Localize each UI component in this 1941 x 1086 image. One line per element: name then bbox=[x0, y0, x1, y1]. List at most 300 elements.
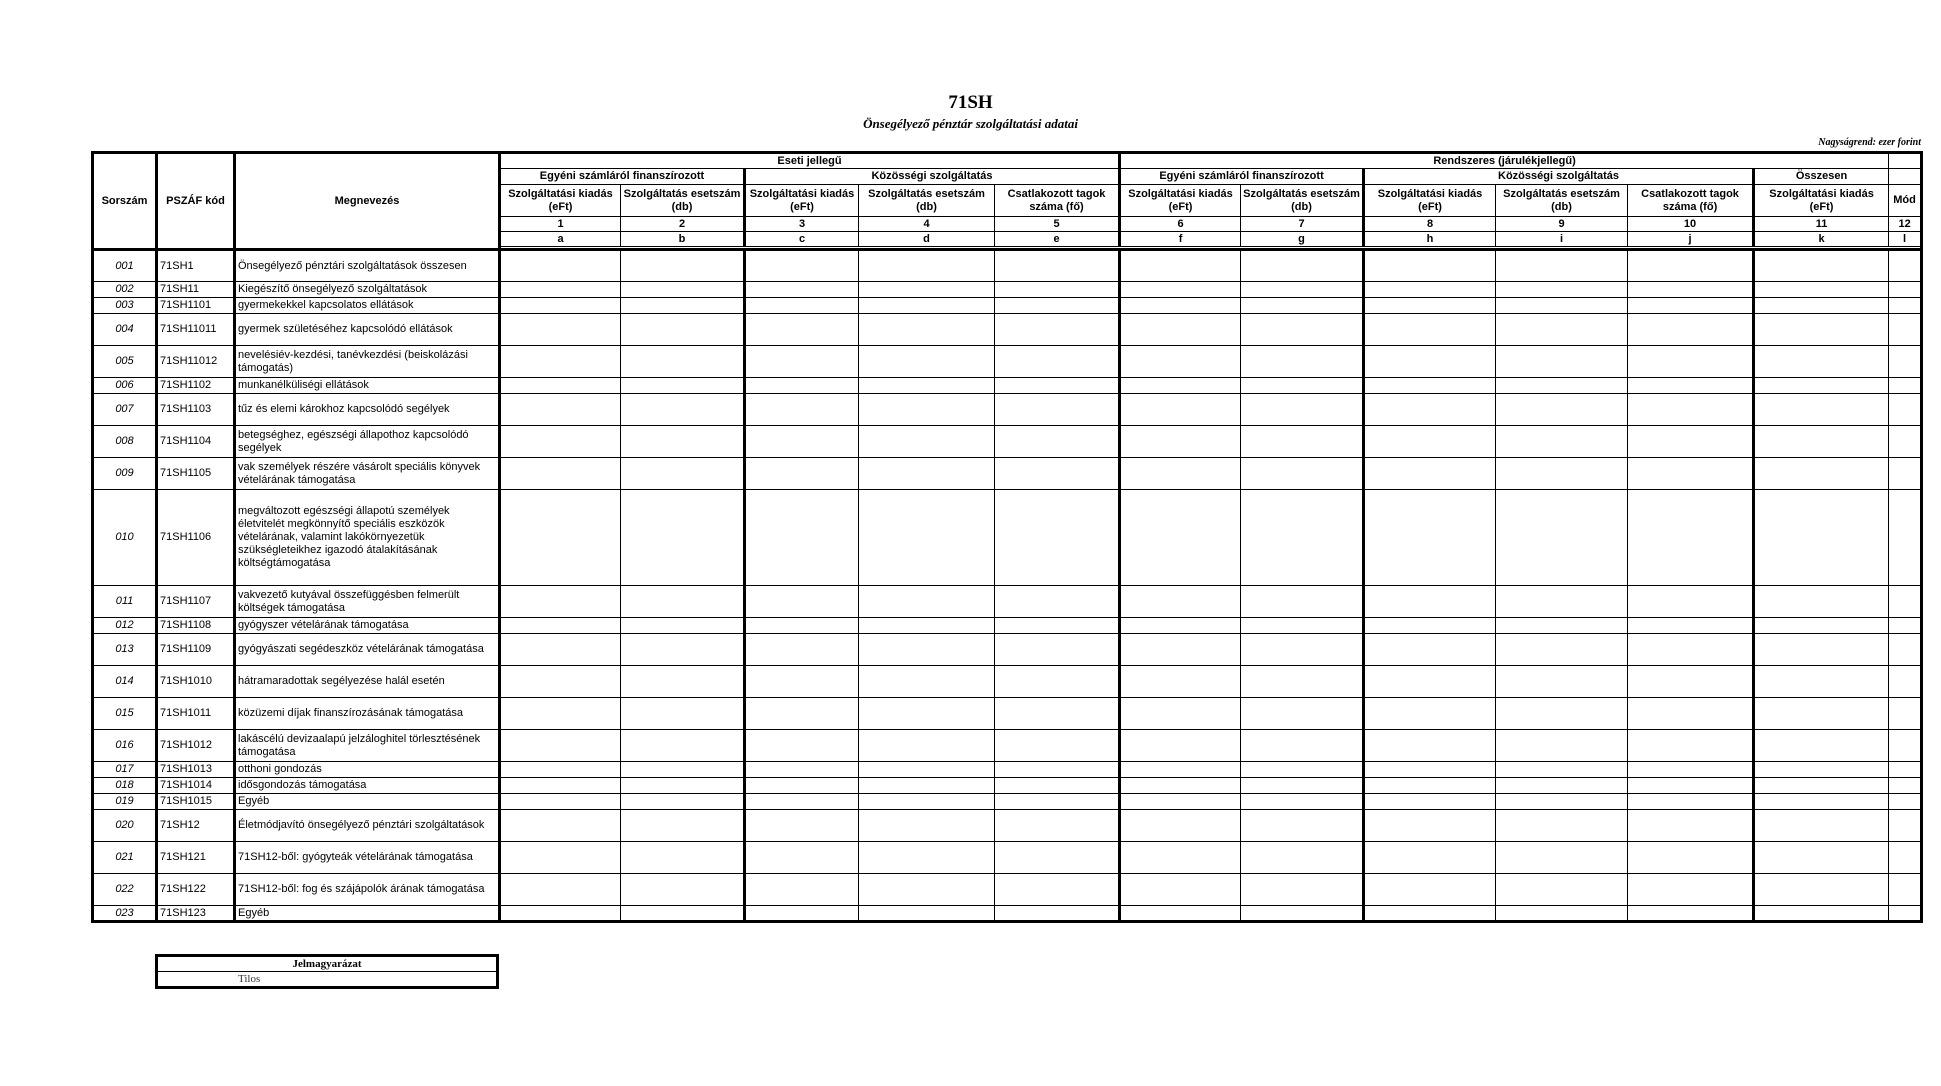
data-cell-b[interactable] bbox=[621, 298, 745, 314]
data-cell-e[interactable] bbox=[995, 378, 1120, 394]
data-cell-j[interactable] bbox=[1628, 618, 1754, 634]
data-cell-b[interactable] bbox=[621, 458, 745, 490]
data-cell-a[interactable] bbox=[500, 586, 621, 618]
col-letter-d: d bbox=[859, 232, 995, 247]
data-cell-l[interactable] bbox=[1889, 730, 1922, 762]
data-cell-h[interactable] bbox=[1364, 634, 1496, 666]
data-cell-k[interactable] bbox=[1754, 874, 1889, 906]
data-cell-h[interactable] bbox=[1364, 378, 1496, 394]
data-cell-g[interactable] bbox=[1241, 346, 1364, 378]
data-cell-a[interactable] bbox=[500, 906, 621, 922]
data-cell-k[interactable] bbox=[1754, 778, 1889, 794]
data-cell-b[interactable] bbox=[621, 698, 745, 730]
data-cell-c[interactable] bbox=[745, 698, 859, 730]
data-cell-g[interactable] bbox=[1241, 698, 1364, 730]
data-cell-g[interactable] bbox=[1241, 586, 1364, 618]
header-sub-9: Szolgáltatás esetszám (db) bbox=[1496, 185, 1628, 217]
data-cell-c[interactable] bbox=[745, 314, 859, 346]
data-cell-i[interactable] bbox=[1496, 314, 1628, 346]
data-cell-g[interactable] bbox=[1241, 794, 1364, 810]
data-cell-c[interactable] bbox=[745, 586, 859, 618]
row-pszaf-kod: 71SH121 bbox=[157, 842, 235, 874]
data-cell-e[interactable] bbox=[995, 762, 1120, 778]
data-cell-h[interactable] bbox=[1364, 730, 1496, 762]
data-cell-i[interactable] bbox=[1496, 698, 1628, 730]
data-cell-c[interactable] bbox=[745, 634, 859, 666]
data-cell-j[interactable] bbox=[1628, 298, 1754, 314]
data-cell-f[interactable] bbox=[1120, 314, 1241, 346]
data-cell-d[interactable] bbox=[859, 810, 995, 842]
data-cell-d[interactable] bbox=[859, 378, 995, 394]
data-cell-a[interactable] bbox=[500, 282, 621, 298]
data-cell-f[interactable] bbox=[1120, 458, 1241, 490]
data-cell-d[interactable] bbox=[859, 586, 995, 618]
data-cell-d[interactable] bbox=[859, 698, 995, 730]
data-cell-c[interactable] bbox=[745, 874, 859, 906]
data-cell-l[interactable] bbox=[1889, 842, 1922, 874]
data-cell-g[interactable] bbox=[1241, 874, 1364, 906]
data-cell-k[interactable] bbox=[1754, 378, 1889, 394]
data-cell-b[interactable] bbox=[621, 666, 745, 698]
data-cell-i[interactable] bbox=[1496, 666, 1628, 698]
data-cell-j[interactable] bbox=[1628, 842, 1754, 874]
data-cell-g[interactable] bbox=[1241, 778, 1364, 794]
data-cell-b[interactable] bbox=[621, 874, 745, 906]
data-cell-f[interactable] bbox=[1120, 378, 1241, 394]
data-cell-f[interactable] bbox=[1120, 762, 1241, 778]
data-cell-i[interactable] bbox=[1496, 730, 1628, 762]
data-cell-f[interactable] bbox=[1120, 874, 1241, 906]
data-cell-i[interactable] bbox=[1496, 458, 1628, 490]
data-cell-b[interactable] bbox=[621, 778, 745, 794]
data-cell-k[interactable] bbox=[1754, 730, 1889, 762]
data-cell-l[interactable] bbox=[1889, 810, 1922, 842]
row-pszaf-kod: 71SH11011 bbox=[157, 314, 235, 346]
data-cell-h[interactable] bbox=[1364, 458, 1496, 490]
data-cell-g[interactable] bbox=[1241, 762, 1364, 778]
data-cell-c[interactable] bbox=[745, 394, 859, 426]
data-cell-j[interactable] bbox=[1628, 394, 1754, 426]
data-cell-i[interactable] bbox=[1496, 842, 1628, 874]
data-cell-f[interactable] bbox=[1120, 730, 1241, 762]
data-cell-g[interactable] bbox=[1241, 906, 1364, 922]
header-sub-1: Szolgáltatási kiadás (eFt) bbox=[500, 185, 621, 217]
data-cell-b[interactable] bbox=[621, 250, 745, 282]
data-cell-b[interactable] bbox=[621, 314, 745, 346]
data-cell-b[interactable] bbox=[621, 490, 745, 586]
data-cell-e[interactable] bbox=[995, 906, 1120, 922]
data-cell-i[interactable] bbox=[1496, 778, 1628, 794]
data-cell-l[interactable] bbox=[1889, 394, 1922, 426]
data-cell-k[interactable] bbox=[1754, 346, 1889, 378]
data-cell-h[interactable] bbox=[1364, 666, 1496, 698]
data-cell-e[interactable] bbox=[995, 298, 1120, 314]
data-cell-e[interactable] bbox=[995, 282, 1120, 298]
row-pszaf-kod: 71SH1104 bbox=[157, 426, 235, 458]
data-cell-g[interactable] bbox=[1241, 314, 1364, 346]
data-cell-j[interactable] bbox=[1628, 762, 1754, 778]
data-cell-d[interactable] bbox=[859, 618, 995, 634]
data-cell-k[interactable] bbox=[1754, 394, 1889, 426]
data-cell-j[interactable] bbox=[1628, 458, 1754, 490]
data-cell-j[interactable] bbox=[1628, 906, 1754, 922]
data-cell-c[interactable] bbox=[745, 458, 859, 490]
data-cell-c[interactable] bbox=[745, 730, 859, 762]
data-cell-i[interactable] bbox=[1496, 874, 1628, 906]
data-cell-g[interactable] bbox=[1241, 634, 1364, 666]
data-cell-f[interactable] bbox=[1120, 698, 1241, 730]
data-cell-f[interactable] bbox=[1120, 426, 1241, 458]
data-cell-j[interactable] bbox=[1628, 698, 1754, 730]
data-cell-l[interactable] bbox=[1889, 634, 1922, 666]
data-cell-j[interactable] bbox=[1628, 586, 1754, 618]
data-cell-g[interactable] bbox=[1241, 378, 1364, 394]
data-cell-b[interactable] bbox=[621, 730, 745, 762]
data-cell-e[interactable] bbox=[995, 426, 1120, 458]
data-cell-g[interactable] bbox=[1241, 618, 1364, 634]
data-cell-j[interactable] bbox=[1628, 634, 1754, 666]
data-cell-l[interactable] bbox=[1889, 586, 1922, 618]
data-cell-f[interactable] bbox=[1120, 298, 1241, 314]
data-cell-j[interactable] bbox=[1628, 282, 1754, 298]
data-cell-a[interactable] bbox=[500, 730, 621, 762]
data-cell-a[interactable] bbox=[500, 634, 621, 666]
data-cell-c[interactable] bbox=[745, 490, 859, 586]
data-cell-f[interactable] bbox=[1120, 346, 1241, 378]
data-cell-e[interactable] bbox=[995, 458, 1120, 490]
data-cell-b[interactable] bbox=[621, 842, 745, 874]
data-cell-a[interactable] bbox=[500, 346, 621, 378]
data-cell-d[interactable] bbox=[859, 250, 995, 282]
header-sub-10: Csatlakozott tagok száma (fő) bbox=[1628, 185, 1754, 217]
data-cell-i[interactable] bbox=[1496, 250, 1628, 282]
data-cell-d[interactable] bbox=[859, 426, 995, 458]
data-cell-b[interactable] bbox=[621, 426, 745, 458]
data-cell-l[interactable] bbox=[1889, 426, 1922, 458]
data-cell-l[interactable] bbox=[1889, 490, 1922, 586]
data-cell-l[interactable] bbox=[1889, 666, 1922, 698]
data-cell-h[interactable] bbox=[1364, 586, 1496, 618]
data-cell-i[interactable] bbox=[1496, 906, 1628, 922]
data-cell-g[interactable] bbox=[1241, 458, 1364, 490]
data-cell-d[interactable] bbox=[859, 842, 995, 874]
data-cell-g[interactable] bbox=[1241, 282, 1364, 298]
data-cell-g[interactable] bbox=[1241, 666, 1364, 698]
data-cell-a[interactable] bbox=[500, 778, 621, 794]
data-cell-d[interactable] bbox=[859, 762, 995, 778]
data-cell-e[interactable] bbox=[995, 778, 1120, 794]
data-cell-g[interactable] bbox=[1241, 394, 1364, 426]
data-cell-d[interactable] bbox=[859, 730, 995, 762]
data-cell-i[interactable] bbox=[1496, 634, 1628, 666]
data-cell-c[interactable] bbox=[745, 842, 859, 874]
data-cell-l[interactable] bbox=[1889, 698, 1922, 730]
data-cell-a[interactable] bbox=[500, 298, 621, 314]
data-cell-j[interactable] bbox=[1628, 314, 1754, 346]
data-cell-l[interactable] bbox=[1889, 282, 1922, 298]
data-cell-i[interactable] bbox=[1496, 490, 1628, 586]
row-pszaf-kod: 71SH1107 bbox=[157, 586, 235, 618]
data-cell-g[interactable] bbox=[1241, 842, 1364, 874]
data-cell-f[interactable] bbox=[1120, 394, 1241, 426]
data-cell-e[interactable] bbox=[995, 874, 1120, 906]
data-cell-a[interactable] bbox=[500, 490, 621, 586]
data-cell-b[interactable] bbox=[621, 282, 745, 298]
data-cell-g[interactable] bbox=[1241, 810, 1364, 842]
data-cell-b[interactable] bbox=[621, 378, 745, 394]
data-cell-c[interactable] bbox=[745, 250, 859, 282]
data-cell-c[interactable] bbox=[745, 282, 859, 298]
data-cell-f[interactable] bbox=[1120, 810, 1241, 842]
data-cell-i[interactable] bbox=[1496, 426, 1628, 458]
data-cell-k[interactable] bbox=[1754, 794, 1889, 810]
data-cell-a[interactable] bbox=[500, 250, 621, 282]
col-letter-a: a bbox=[500, 232, 621, 247]
data-cell-c[interactable] bbox=[745, 426, 859, 458]
row-pszaf-kod: 71SH1103 bbox=[157, 394, 235, 426]
data-cell-l[interactable] bbox=[1889, 314, 1922, 346]
data-cell-j[interactable] bbox=[1628, 346, 1754, 378]
data-cell-c[interactable] bbox=[745, 618, 859, 634]
data-cell-c[interactable] bbox=[745, 762, 859, 778]
data-cell-h[interactable] bbox=[1364, 618, 1496, 634]
unit-note: Nagyságrend: ezer forint bbox=[1818, 137, 1921, 148]
col-number-12: 12 bbox=[1889, 217, 1922, 232]
data-cell-h[interactable] bbox=[1364, 426, 1496, 458]
data-cell-l[interactable] bbox=[1889, 762, 1922, 778]
data-cell-k[interactable] bbox=[1754, 458, 1889, 490]
data-cell-b[interactable] bbox=[621, 394, 745, 426]
data-cell-d[interactable] bbox=[859, 314, 995, 346]
data-cell-d[interactable] bbox=[859, 794, 995, 810]
data-cell-a[interactable] bbox=[500, 394, 621, 426]
data-cell-j[interactable] bbox=[1628, 730, 1754, 762]
data-cell-d[interactable] bbox=[859, 634, 995, 666]
header-sub-8: Szolgáltatási kiadás (eFt) bbox=[1364, 185, 1496, 217]
data-cell-b[interactable] bbox=[621, 762, 745, 778]
data-cell-l[interactable] bbox=[1889, 346, 1922, 378]
row-megnevezes: megváltozott egészségi állapotú személyek életvitelét megkönnyítő speciális eszközök vételárának, valamint lakókörnyezetük szükségleteikhez igazodó átalakításának költségtámogatása bbox=[235, 490, 500, 586]
data-cell-e[interactable] bbox=[995, 842, 1120, 874]
data-cell-l[interactable] bbox=[1889, 618, 1922, 634]
data-cell-j[interactable] bbox=[1628, 426, 1754, 458]
data-cell-l[interactable] bbox=[1889, 778, 1922, 794]
data-cell-b[interactable] bbox=[621, 586, 745, 618]
data-cell-k[interactable] bbox=[1754, 490, 1889, 586]
form-subtitle: Önsegélyező pénztár szolgáltatási adatai bbox=[863, 116, 1078, 131]
data-cell-f[interactable] bbox=[1120, 794, 1241, 810]
data-cell-e[interactable] bbox=[995, 810, 1120, 842]
data-cell-h[interactable] bbox=[1364, 346, 1496, 378]
data-cell-h[interactable] bbox=[1364, 250, 1496, 282]
header-sub-2: Szolgáltatás esetszám (db) bbox=[621, 185, 745, 217]
data-cell-b[interactable] bbox=[621, 634, 745, 666]
data-cell-d[interactable] bbox=[859, 298, 995, 314]
data-cell-l[interactable] bbox=[1889, 458, 1922, 490]
row-sorszam: 001 bbox=[93, 250, 157, 282]
data-cell-l[interactable] bbox=[1889, 794, 1922, 810]
data-cell-i[interactable] bbox=[1496, 618, 1628, 634]
data-cell-j[interactable] bbox=[1628, 794, 1754, 810]
data-cell-k[interactable] bbox=[1754, 906, 1889, 922]
data-cell-g[interactable] bbox=[1241, 298, 1364, 314]
data-cell-e[interactable] bbox=[995, 490, 1120, 586]
data-cell-k[interactable] bbox=[1754, 586, 1889, 618]
data-cell-h[interactable] bbox=[1364, 394, 1496, 426]
data-cell-h[interactable] bbox=[1364, 762, 1496, 778]
data-cell-h[interactable] bbox=[1364, 778, 1496, 794]
data-cell-d[interactable] bbox=[859, 778, 995, 794]
data-cell-i[interactable] bbox=[1496, 810, 1628, 842]
data-cell-h[interactable] bbox=[1364, 906, 1496, 922]
data-cell-l[interactable] bbox=[1889, 250, 1922, 282]
data-cell-b[interactable] bbox=[621, 906, 745, 922]
data-cell-b[interactable] bbox=[621, 810, 745, 842]
data-cell-l[interactable] bbox=[1889, 298, 1922, 314]
data-cell-f[interactable] bbox=[1120, 586, 1241, 618]
data-cell-f[interactable] bbox=[1120, 250, 1241, 282]
data-cell-e[interactable] bbox=[995, 634, 1120, 666]
data-cell-c[interactable] bbox=[745, 666, 859, 698]
data-cell-e[interactable] bbox=[995, 730, 1120, 762]
data-cell-a[interactable] bbox=[500, 314, 621, 346]
data-cell-a[interactable] bbox=[500, 618, 621, 634]
data-cell-e[interactable] bbox=[995, 346, 1120, 378]
data-cell-j[interactable] bbox=[1628, 874, 1754, 906]
data-cell-a[interactable] bbox=[500, 874, 621, 906]
data-cell-l[interactable] bbox=[1889, 906, 1922, 922]
data-cell-h[interactable] bbox=[1364, 282, 1496, 298]
data-cell-k[interactable] bbox=[1754, 762, 1889, 778]
row-pszaf-kod: 71SH12 bbox=[157, 810, 235, 842]
data-cell-f[interactable] bbox=[1120, 778, 1241, 794]
data-cell-c[interactable] bbox=[745, 378, 859, 394]
data-cell-k[interactable] bbox=[1754, 282, 1889, 298]
data-cell-e[interactable] bbox=[995, 586, 1120, 618]
data-cell-k[interactable] bbox=[1754, 810, 1889, 842]
data-cell-k[interactable] bbox=[1754, 666, 1889, 698]
data-cell-e[interactable] bbox=[995, 618, 1120, 634]
data-cell-d[interactable] bbox=[859, 282, 995, 298]
data-cell-f[interactable] bbox=[1120, 282, 1241, 298]
data-cell-k[interactable] bbox=[1754, 618, 1889, 634]
row-sorszam: 016 bbox=[93, 730, 157, 762]
data-cell-a[interactable] bbox=[500, 666, 621, 698]
data-cell-i[interactable] bbox=[1496, 394, 1628, 426]
data-cell-j[interactable] bbox=[1628, 778, 1754, 794]
data-cell-k[interactable] bbox=[1754, 698, 1889, 730]
data-cell-k[interactable] bbox=[1754, 426, 1889, 458]
data-cell-k[interactable] bbox=[1754, 634, 1889, 666]
data-cell-d[interactable] bbox=[859, 874, 995, 906]
data-cell-j[interactable] bbox=[1628, 810, 1754, 842]
data-cell-b[interactable] bbox=[621, 794, 745, 810]
data-cell-h[interactable] bbox=[1364, 842, 1496, 874]
data-cell-d[interactable] bbox=[859, 666, 995, 698]
data-cell-h[interactable] bbox=[1364, 874, 1496, 906]
data-cell-a[interactable] bbox=[500, 794, 621, 810]
data-cell-i[interactable] bbox=[1496, 378, 1628, 394]
data-cell-j[interactable] bbox=[1628, 250, 1754, 282]
data-cell-e[interactable] bbox=[995, 314, 1120, 346]
data-cell-a[interactable] bbox=[500, 842, 621, 874]
data-cell-f[interactable] bbox=[1120, 618, 1241, 634]
data-cell-c[interactable] bbox=[745, 298, 859, 314]
data-cell-b[interactable] bbox=[621, 618, 745, 634]
data-cell-i[interactable] bbox=[1496, 794, 1628, 810]
data-cell-j[interactable] bbox=[1628, 490, 1754, 586]
data-cell-h[interactable] bbox=[1364, 298, 1496, 314]
data-cell-g[interactable] bbox=[1241, 250, 1364, 282]
table-row bbox=[93, 906, 1922, 922]
row-megnevezes: vakvezető kutyával összefüggésben felmerült költségek támogatása bbox=[235, 586, 500, 618]
data-cell-g[interactable] bbox=[1241, 490, 1364, 586]
data-cell-i[interactable] bbox=[1496, 298, 1628, 314]
data-cell-h[interactable] bbox=[1364, 810, 1496, 842]
data-cell-h[interactable] bbox=[1364, 698, 1496, 730]
data-cell-l[interactable] bbox=[1889, 874, 1922, 906]
data-cell-f[interactable] bbox=[1120, 490, 1241, 586]
data-cell-c[interactable] bbox=[745, 778, 859, 794]
data-cell-a[interactable] bbox=[500, 810, 621, 842]
data-cell-k[interactable] bbox=[1754, 298, 1889, 314]
data-cell-f[interactable] bbox=[1120, 842, 1241, 874]
data-cell-e[interactable] bbox=[995, 250, 1120, 282]
data-cell-h[interactable] bbox=[1364, 490, 1496, 586]
data-cell-g[interactable] bbox=[1241, 426, 1364, 458]
data-cell-l[interactable] bbox=[1889, 378, 1922, 394]
data-cell-a[interactable] bbox=[500, 698, 621, 730]
data-cell-d[interactable] bbox=[859, 394, 995, 426]
data-cell-d[interactable] bbox=[859, 346, 995, 378]
data-cell-a[interactable] bbox=[500, 762, 621, 778]
data-cell-e[interactable] bbox=[995, 666, 1120, 698]
row-sorszam: 019 bbox=[93, 794, 157, 810]
data-cell-c[interactable] bbox=[745, 794, 859, 810]
data-cell-h[interactable] bbox=[1364, 794, 1496, 810]
data-cell-g[interactable] bbox=[1241, 730, 1364, 762]
data-cell-j[interactable] bbox=[1628, 666, 1754, 698]
data-cell-c[interactable] bbox=[745, 346, 859, 378]
data-cell-f[interactable] bbox=[1120, 634, 1241, 666]
data-cell-b[interactable] bbox=[621, 346, 745, 378]
row-pszaf-kod: 71SH1012 bbox=[157, 730, 235, 762]
data-cell-e[interactable] bbox=[995, 794, 1120, 810]
data-cell-j[interactable] bbox=[1628, 378, 1754, 394]
data-cell-d[interactable] bbox=[859, 458, 995, 490]
data-cell-a[interactable] bbox=[500, 378, 621, 394]
data-cell-e[interactable] bbox=[995, 394, 1120, 426]
data-cell-h[interactable] bbox=[1364, 314, 1496, 346]
data-cell-i[interactable] bbox=[1496, 282, 1628, 298]
data-cell-i[interactable] bbox=[1496, 762, 1628, 778]
data-cell-e[interactable] bbox=[995, 698, 1120, 730]
data-cell-a[interactable] bbox=[500, 458, 621, 490]
data-cell-i[interactable] bbox=[1496, 346, 1628, 378]
data-cell-c[interactable] bbox=[745, 906, 859, 922]
row-megnevezes: közüzemi díjak finanszírozásának támogatása bbox=[235, 698, 500, 730]
data-cell-i[interactable] bbox=[1496, 586, 1628, 618]
data-cell-a[interactable] bbox=[500, 426, 621, 458]
data-cell-c[interactable] bbox=[745, 810, 859, 842]
data-cell-f[interactable] bbox=[1120, 666, 1241, 698]
data-cell-k[interactable] bbox=[1754, 314, 1889, 346]
data-cell-f[interactable] bbox=[1120, 906, 1241, 922]
data-cell-d[interactable] bbox=[859, 906, 995, 922]
data-cell-d[interactable] bbox=[859, 490, 995, 586]
data-cell-k[interactable] bbox=[1754, 842, 1889, 874]
data-cell-k[interactable] bbox=[1754, 250, 1889, 282]
